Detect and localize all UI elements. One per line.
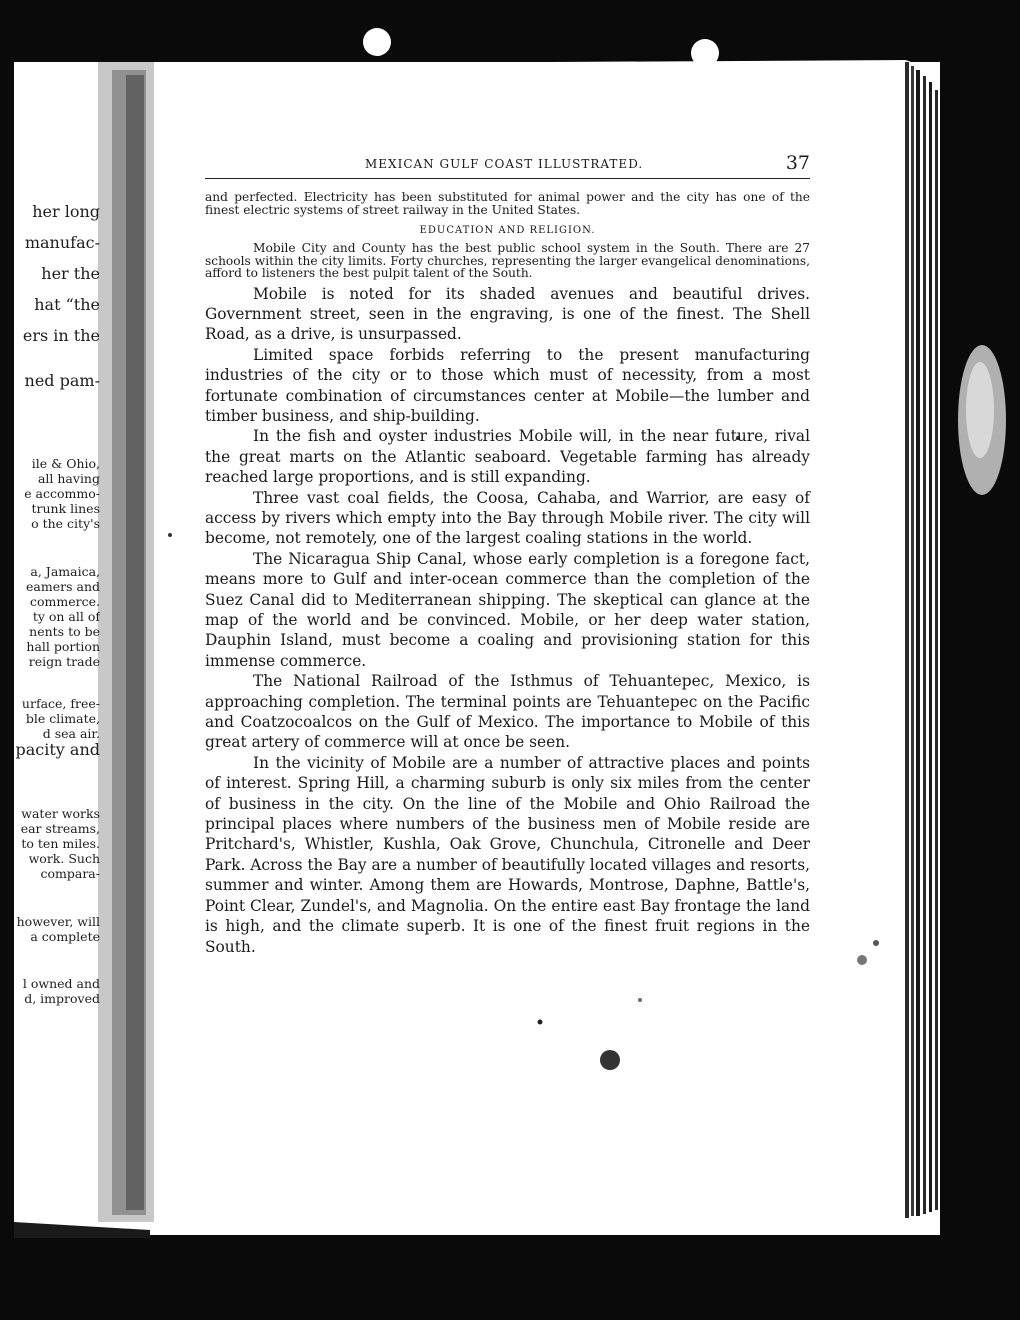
left-block: a, Jamaica, eamers and commerce. ty on all of nents to be hall portion reign trade (26, 564, 100, 669)
left-block: urface, free- ble climate, d sea air. (21, 696, 100, 741)
body-paragraph: In the fish and oyster industries Mobile will, in the near future, rival the great marts on the Atlantic seaboard. Vegetable farming has already reached large proportions, and is still expanding. (205, 427, 810, 487)
intro-paragraph: and perfected. Electricity has been substituted for animal power and the city has one of the finest electric systems of street railway in the United States. (205, 190, 810, 217)
body-paragraph: Limited space forbids referring to the present manufacturing industries of the city or to those which must of necessity, from a most fortunate combination of circumstances center at Mobile—the lumber and timber business, and ship-building. (205, 345, 810, 425)
left-block: however, will a complete (16, 914, 100, 944)
running-head (205, 150, 810, 179)
section-heading: EDUCATION AND RELIGION. (419, 225, 596, 236)
body-paragraph: The Nicaragua Ship Canal, whose early completion is a foregone fact, means more to Gulf and inter-ocean commerce than the completion of the Suez Canal did to Mediterranean shipping. The skeptical can glance at the map of the world and be convinced. Mobile, or her deep water station, Dauphin Island, must become a coaling and provisioning station for this immense commerce. (205, 549, 810, 670)
running-head-title: MEXICAN GULF COAST ILLUSTRATED. (365, 157, 644, 171)
left-block: water works ear streams, to ten miles. work. Such compara- (20, 806, 100, 881)
left-block: ile & Ohio, all having e accommo- trunk lines o the city's (24, 456, 100, 531)
body-paragraph: In the vicinity of Mobile are a number of attractive places and points of interest. Spring Hill, a charming suburb is only six miles from the center of business in the city. On the line of the Mobile and Ohio Railroad the principal places where numbers of the business men of Mobile reside are Pritchard's, Whistler, Kushla, Oak Grove, Chunchula, Citronelle and Deer Park. Across the Bay are a number of beautifully located villages and resorts, summer and winter. Among them are Howards, Montrose, Daphne, Battle's, Point Clear, Zundel's, and Magnolia. On the entire east Bay frontage the land is high, and the climate superb. It is one of the finest fruit regions in the South. (205, 753, 811, 956)
left-block: l owned and d, improved (22, 976, 100, 1006)
education-paragraph: Mobile City and County has the best public school system in the South. There are 27 schools within the city limits. Forty churches, representing the larger evangelical denominations, afford to listeners the best pulpit talent of the South. (205, 241, 810, 280)
left-block: pacity and (15, 740, 100, 759)
left-page-fragment (0, 178, 105, 1038)
left-block: her long manufac- her the hat “the ers in the ned pam- (22, 202, 100, 390)
body-paragraph: Three vast coal fields, the Coosa, Cahaba, and Warrior, are easy of access by rivers which empty into the Bay through Mobile river. The city will become, not remotely, one of the largest coaling stations in the world. (205, 488, 810, 548)
right-page (205, 150, 810, 957)
body-paragraph: The National Railroad of the Isthmus of Tehuantepec, Mexico, is approaching completion. The terminal points are Tehuantepec on the Pacific and Coatzocoalcos on the Gulf of Mexico. The importance to Mobile of this great artery of commerce will at once be seen. (205, 672, 810, 752)
body-paragraph: Mobile is noted for its shaded avenues and beautiful drives. Government street, seen in the engraving, is one of the finest. The Shell Road, as a drive, is unsurpassed. (205, 284, 810, 344)
page-number: 37 (785, 152, 810, 174)
